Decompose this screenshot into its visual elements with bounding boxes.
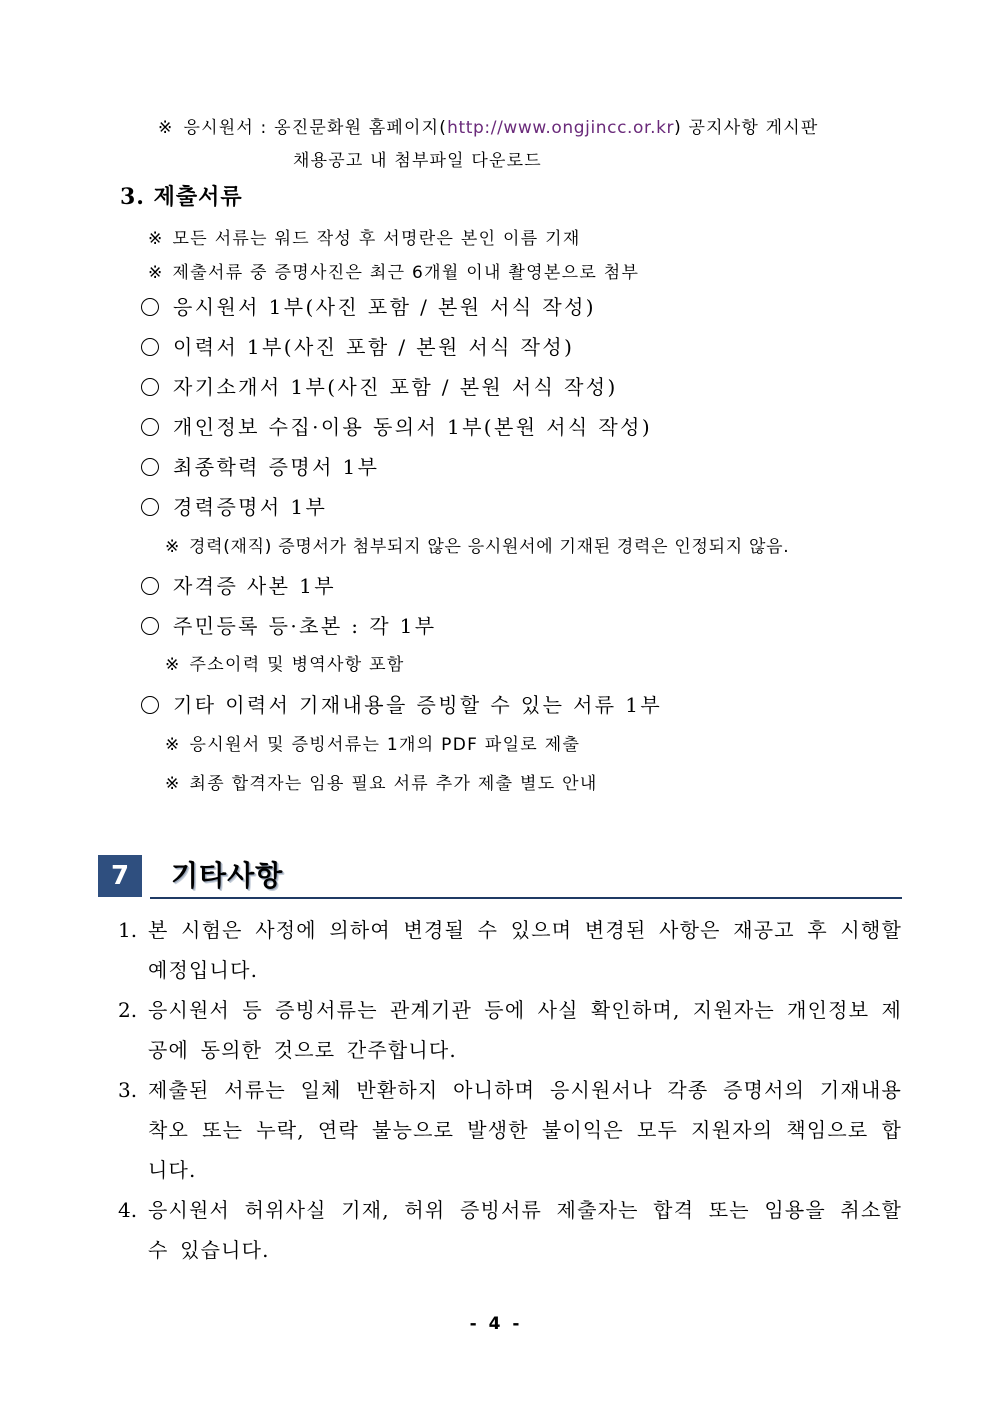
circle-bullet-icon (141, 298, 159, 316)
reference-mark: ※ (158, 118, 174, 138)
item-text: 응시원서 1부(사진 포함 / 본원 서식 작성) (173, 295, 597, 319)
item-text: 자격증 사본 1부 (173, 574, 336, 598)
paragraph-number: 2. (118, 998, 138, 1022)
reference-mark: ※ (148, 263, 164, 283)
document-item (141, 571, 336, 601)
numbered-paragraph (118, 1070, 902, 1190)
circle-bullet-icon (141, 378, 159, 396)
document-item (141, 452, 379, 482)
note-text-after: ) 공지사항 게시판 (674, 118, 819, 138)
document-item (141, 372, 618, 402)
document-item (141, 332, 574, 362)
paragraph-number: 1. (118, 918, 138, 942)
submission-note (165, 771, 598, 797)
item-text: 자기소개서 1부(사진 포함 / 본원 서식 작성) (173, 375, 618, 399)
section3-heading: 3. 제출서류 (120, 184, 243, 210)
section-divider (150, 897, 902, 899)
application-form-note (158, 115, 819, 141)
note-text: 모든 서류는 워드 작성 후 서명란은 본인 이름 기재 (172, 229, 581, 249)
resident-note (165, 652, 405, 678)
item-text: 기타 이력서 기재내용을 증빙할 수 있는 서류 1부 (173, 693, 663, 717)
note-text-before: 응시원서 : 옹진문화원 홈페이지( (183, 118, 448, 138)
note-text: 주소이력 및 병역사항 포함 (189, 655, 405, 675)
reference-mark: ※ (165, 774, 181, 794)
item-text: 이력서 1부(사진 포함 / 본원 서식 작성) (173, 335, 575, 359)
numbered-paragraph (118, 1190, 902, 1270)
document-item (141, 492, 327, 522)
submission-note (165, 732, 580, 758)
circle-bullet-icon (141, 418, 159, 436)
career-note (165, 534, 789, 560)
circle-bullet-icon (141, 577, 159, 595)
paragraph-number: 4. (118, 1198, 138, 1222)
paragraph-number: 3. (118, 1078, 138, 1102)
document-item (141, 292, 596, 322)
page-number: - 4 - (469, 1314, 523, 1334)
item-text: 개인정보 수집·이용 동의서 1부(본원 서식 작성) (173, 415, 653, 439)
reference-mark: ※ (165, 537, 180, 557)
document-item (141, 611, 437, 641)
document-item (141, 412, 652, 442)
item-text: 최종학력 증명서 1부 (173, 455, 380, 479)
paragraph-text: 응시원서 허위사실 기재, 허위 증빙서류 제출자는 합격 또는 임용을 취소할 수 있습니다. (148, 1198, 902, 1262)
item-text: 경력증명서 1부 (173, 495, 328, 519)
application-form-note-line2: 채용공고 내 첨부파일 다운로드 (293, 151, 542, 171)
item-text: 주민등록 등·초본 : 각 1부 (173, 614, 437, 638)
note-text: 응시원서 및 증빙서류는 1개의 PDF 파일로 제출 (189, 735, 581, 755)
paragraph-text: 본 시험은 사정에 의하여 변경될 수 있으며 변경된 사항은 재공고 후 시행할 예정입니다. (148, 918, 902, 982)
section7-title: 기타사항 (171, 859, 284, 892)
reference-mark: ※ (165, 655, 181, 675)
circle-bullet-icon (141, 338, 159, 356)
section-number-box: 7 (98, 855, 142, 897)
circle-bullet-icon (141, 458, 159, 476)
paragraph-text: 응시원서 등 증빙서류는 관계기관 등에 사실 확인하며, 지원자는 개인정보 제공에 동의한 것으로 간주합니다. (148, 998, 902, 1062)
note-text: 최종 합격자는 임용 필요 서류 추가 제출 별도 안내 (189, 774, 598, 794)
numbered-paragraph (118, 910, 902, 990)
circle-bullet-icon (141, 696, 159, 714)
circle-bullet-icon (141, 498, 159, 516)
note-text: 경력(재직) 증명서가 첨부되지 않은 응시원서에 기재된 경력은 인정되지 않음. (188, 537, 790, 557)
homepage-link[interactable]: http://www.ongjincc.or.kr (447, 118, 675, 138)
paragraph-text: 제출된 서류는 일체 반환하지 아니하며 응시원서나 각종 증명서의 기재내용 착오 또는 누락, 연락 불능으로 발생한 불이익은 모두 지원자의 책임으로 합니다. (148, 1078, 902, 1182)
numbered-paragraph (118, 990, 902, 1070)
reference-mark: ※ (165, 735, 181, 755)
circle-bullet-icon (141, 617, 159, 635)
section3-note (148, 226, 581, 252)
document-item (141, 690, 662, 720)
note-text: 제출서류 중 증명사진은 최근 6개월 이내 촬영본으로 첨부 (172, 263, 640, 283)
reference-mark: ※ (148, 229, 164, 249)
section3-note (148, 260, 639, 286)
